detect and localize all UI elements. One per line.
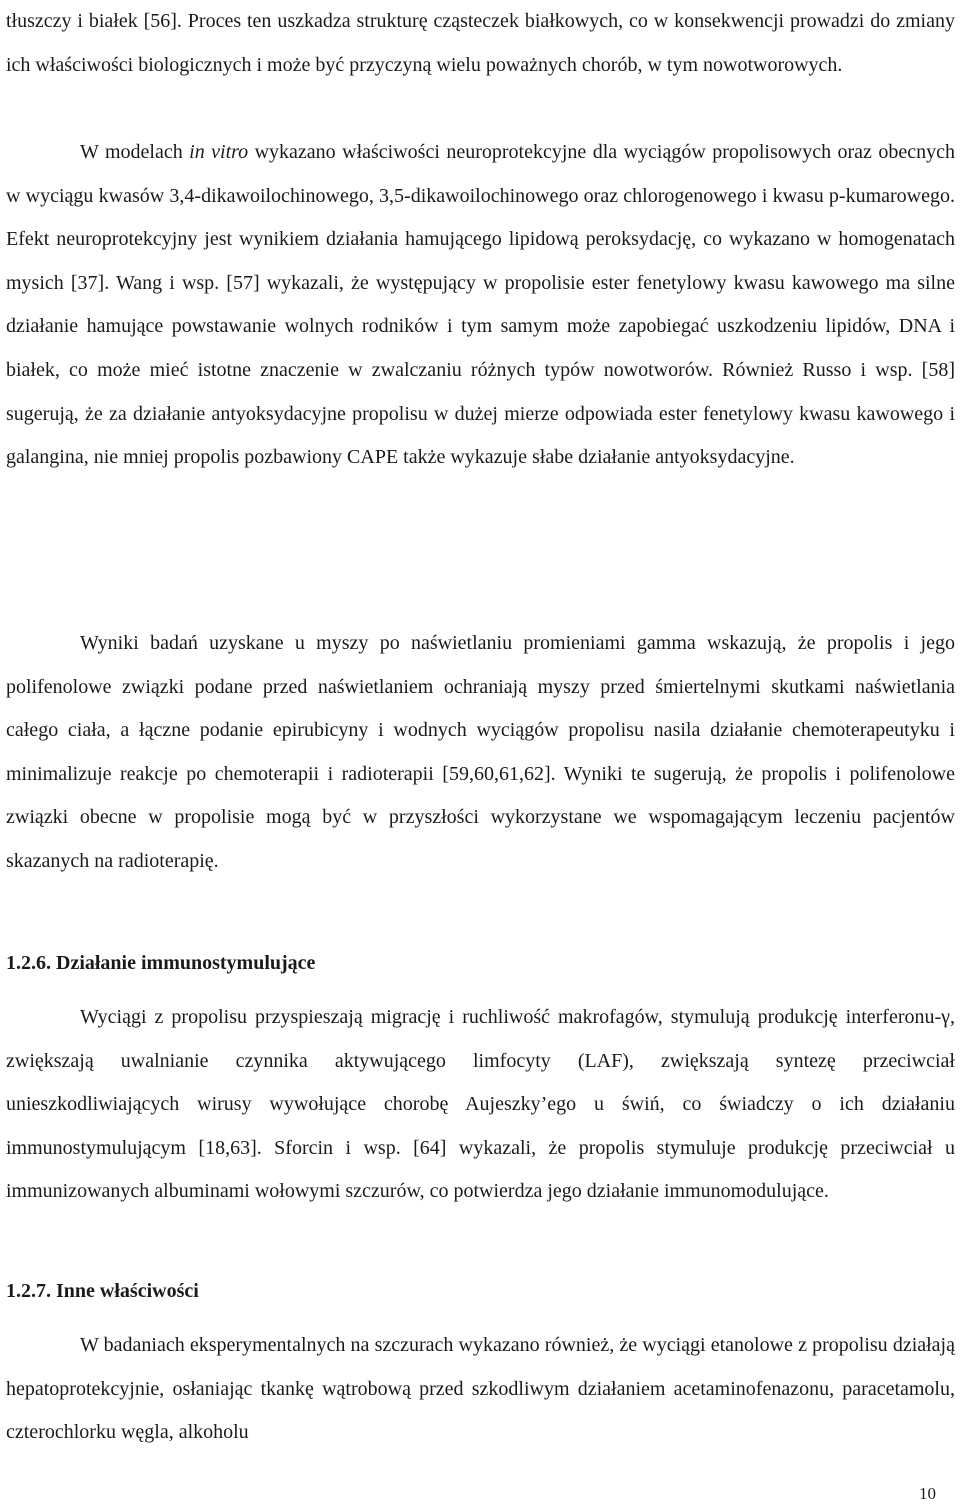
- paragraph-gamma-radiation: Wyniki badań uzyskane u myszy po naświetlaniu promieniami gamma wskazują, że propolis i jego polifenolowe związki podane przed naświetlaniem ochraniają myszy przed śmiertelnymi skutkami naświetlania całego ciała, a łączne podanie epirubicyny i wodnych wyciągów propolisu nasila działanie chemoterapeutyku i minimalizuje reakcje po chemoterapii i radioterapii [59,60,61,62]. Wyniki te sugerują, że propolis i polifenolowe związki obecne w propolisie mogą być w przyszłości wykorzystane we wspomagającym leczeniu pacjentów skazanych na radioterapię.: [6, 632, 955, 872]
- section-heading-immunostimulating: 1.2.6. Działanie immunostymulujące: [6, 952, 316, 974]
- paragraph-hepatoprotective: W badaniach eksperymentalnych na szczurach wykazano również, że wyciągi etanolowe z propolisu działają hepatoprotekcyjnie, osłaniając tkankę wątrobową przed szkodliwym działaniem acetaminofenazonu, paracetamolu, czterochlorku węgla, alkoholu: [6, 1334, 955, 1444]
- page-number: 10: [919, 1484, 936, 1503]
- paragraph-neuroprotective-body: wykazano właściwości neuroprotekcyjne dla wyciągów propolisowych oraz obecnych w wyciągu kwasów 3,4-dikawoilochinowego, 3,5-dikawoilochinowego oraz chlorogenowego i kwasu p-kumarowego. Efekt neuroprotekcyjny jest wynikiem działania hamującego lipidową peroksydację, co wykazano w homogenatach mysich [37]. Wang i wsp. [57] wykazali, że występujący w propolisie ester fenetylowy kwasu kawowego ma silne działanie hamujące powstawanie wolnych rodników i tym samym może zapobiegać uszkodzeniu lipidów, DNA i białek, co może mieć istotne znaczenie w zwalczaniu różnych typów nowotworów. Również Russo i wsp. [58] sugerują, że za działanie antyoksydacyjne propolisu w dużej mierze odpowiada ester fenetylowy kwasu kawowego i galangina, nie mniej propolis pozbawiony CAPE także wykazuje słabe działanie antyoksydacyjne.: [6, 141, 955, 469]
- paragraph-oxidation-continued: tłuszczy i białek [56]. Proces ten uszkadza strukturę cząsteczek białkowych, co w konsekwencji prowadzi do zmiany ich właściwości biologicznych i może być przyczyną wielu poważnych chorób, w tym nowotworowych.: [6, 10, 955, 76]
- in-vitro-term: in vitro: [189, 141, 249, 163]
- paragraph-immunostimulating: Wyciągi z propolisu przyspieszają migrację i ruchliwość makrofagów, stymulują produkcję interferonu-γ, zwiększają uwalnianie czynnika aktywującego limfocyty (LAF), zwiększają syntezę przeciwciał unieszkodliwiających wirusy wywołujące chorobę Aujeszky’ego u świń, co świadczy o ich działaniu immunostymulującym [18,63]. Sforcin i wsp. [64] wykazali, że propolis stymuluje produkcję przeciwciał u immunizowanych albuminami wołowymi szczurów, co potwierdza jego działanie immunomodulujące.: [6, 1006, 955, 1203]
- section-heading-other-properties: 1.2.7. Inne właściwości: [6, 1280, 199, 1302]
- paragraph-neuroprotective-lead: W modelach: [80, 141, 190, 163]
- paragraph-neuroprotective: [6, 131, 955, 480]
